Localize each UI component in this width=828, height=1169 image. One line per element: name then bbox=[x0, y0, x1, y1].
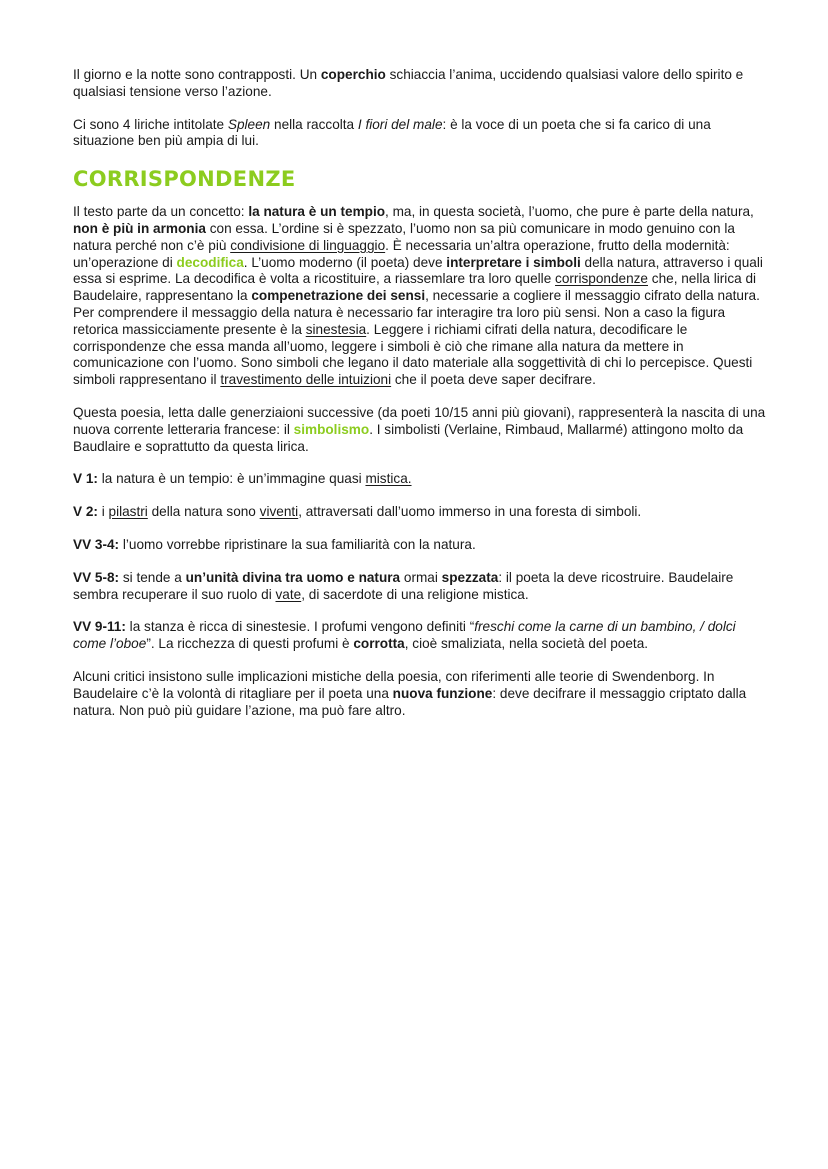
verse-note-vv9-11 bbox=[73, 619, 768, 653]
text-run: . Leggere i richiami cifrati della natura, decodificare le corrispondenze che essa manda all’uomo, leggere i simboli è ciò che rimane alla natura da mettere in comunicazione con l’uomo. Sono simboli che legano il dato materiale alla soggettività di chi lo percepisce. Questi simboli rappresentano il bbox=[73, 321, 753, 388]
body-paragraph-symbolism bbox=[73, 405, 768, 455]
underlined-text: viventi bbox=[259, 504, 299, 520]
text-run: , necessarie a cogliere il messaggio cifrato della natura. Per comprendere il messaggio della natura è necessario far interagire tra loro più sensi. Non a caso la figura retorica massicciamente presente è la bbox=[73, 288, 760, 337]
text-run: : il poeta la deve ricostruire. Baudelaire sembra recuperare il suo ruolo di bbox=[73, 569, 734, 602]
text-run: la stanza è ricca di sinestesie. I profumi vengono definiti “ bbox=[125, 619, 475, 635]
underlined-text: sinestesia bbox=[305, 321, 367, 337]
text-run: della natura, attraverso i quali essa si esprime. La decodifica è volta a ricostituire, a riassemlare tra loro quelle bbox=[73, 254, 763, 287]
text-run: Questa poesia, letta dalle generziaioni successive (da poeti 10/15 anni più giovani), rappresenterà la nascita di una nuova corrente letteraria francese: il bbox=[73, 404, 766, 437]
bold-text: V 2: bbox=[73, 504, 98, 520]
bold-text: nuova funzione bbox=[392, 685, 493, 701]
verse-note-v1 bbox=[73, 471, 768, 488]
verse-note-vv5-8 bbox=[73, 570, 768, 604]
bold-text: spezzata bbox=[441, 569, 499, 585]
text-run: : è la voce di un poeta che si fa carico di una situazione ben più ampia di lui. bbox=[73, 116, 711, 149]
highlighted-term: simbolismo bbox=[293, 421, 370, 437]
underlined-text: travestimento delle intuizioni bbox=[220, 372, 392, 388]
underlined-text: corrispondenze bbox=[555, 271, 648, 287]
text-run: ormai bbox=[400, 569, 442, 585]
text-run: Ci sono 4 liriche intitolate bbox=[73, 116, 228, 132]
text-run: i bbox=[97, 504, 109, 520]
verse-note-vv3-4 bbox=[73, 537, 768, 554]
text-run: , attraversati dall’uomo immerso in una foresta di simboli. bbox=[298, 504, 642, 520]
bold-text: non è più in armonia bbox=[73, 220, 206, 236]
underlined-text: condivisione di linguaggio bbox=[230, 237, 386, 253]
text-run: che, nella lirica di Baudelaire, rappresentano la bbox=[73, 271, 757, 304]
text-run: l’uomo vorrebbe ripristinare la sua familiarità con la natura. bbox=[119, 536, 476, 552]
text-run: , ma, in questa società, l’uomo, che pure è parte della natura, bbox=[385, 204, 754, 220]
bold-text: V 1: bbox=[73, 471, 98, 487]
body-paragraph-concept bbox=[73, 204, 768, 389]
intro-paragraph-2 bbox=[73, 117, 768, 151]
bold-text: coperchio bbox=[320, 67, 386, 82]
bold-text: VV 9-11: bbox=[73, 619, 126, 635]
italic-text: Spleen bbox=[227, 116, 271, 132]
bold-text: corrotta bbox=[353, 636, 405, 652]
intro-block bbox=[73, 67, 768, 150]
intro-paragraph-1 bbox=[73, 67, 768, 101]
underlined-text: pilastri bbox=[108, 504, 148, 520]
bold-text: interpretare i simboli bbox=[446, 254, 581, 270]
text-run: . L’uomo moderno (il poeta) deve bbox=[243, 254, 447, 270]
text-run: nella raccolta bbox=[270, 116, 358, 132]
italic-text: freschi come la carne di un bambino, / dolci come l’oboe bbox=[73, 619, 736, 652]
bold-text: un’unità divina tra uomo e natura bbox=[185, 569, 401, 585]
text-run: , di sacerdote di una religione mistica. bbox=[301, 586, 529, 602]
text-run: che il poeta deve saper decifrare. bbox=[391, 372, 596, 388]
underlined-text: mistica. bbox=[365, 471, 412, 487]
text-run: della natura sono bbox=[147, 504, 260, 520]
text-run: schiaccia l’anima, uccidendo qualsiasi valore dello spirito e qualsiasi tensione verso l’azione. bbox=[73, 67, 744, 99]
text-run: la natura è un tempio: è un’immagine quasi bbox=[97, 471, 366, 487]
text-run: Il testo parte da un concetto: bbox=[73, 204, 249, 220]
body-paragraph-critics bbox=[73, 669, 768, 719]
italic-text: I fiori del male bbox=[357, 116, 443, 132]
text-run: . I simbolisti (Verlaine, Rimbaud, Mallarmé) attingono molto da Baudlaire e soprattutto da questa lirica. bbox=[73, 421, 744, 454]
text-run: , cioè smaliziata, nella società del poeta. bbox=[404, 636, 649, 652]
section-body bbox=[73, 204, 768, 719]
text-run: ”. La ricchezza di questi profumi è bbox=[146, 636, 354, 652]
section-heading: CORRISPONDENZE bbox=[73, 167, 296, 192]
text-run: Il giorno e la notte sono contrapposti. Un bbox=[73, 67, 321, 82]
text-run: Alcuni critici insistono sulle implicazioni mistiche della poesia, con riferimenti alle teorie di Swendenborg. In Baudelaire c’è la volontà di ritagliare per il poeta una bbox=[73, 668, 715, 701]
highlighted-term: decodifica bbox=[176, 254, 244, 270]
verse-note-v2 bbox=[73, 504, 768, 521]
bold-text: VV 3-4: bbox=[73, 536, 120, 552]
text-run: si tende a bbox=[119, 569, 186, 585]
bold-text: compenetrazione dei sensi bbox=[251, 288, 426, 304]
bold-text: la natura è un tempio bbox=[248, 204, 386, 220]
bold-text: VV 5-8: bbox=[73, 569, 120, 585]
text-run: : deve decifrare il messaggio criptato dalla natura. Non può più guidare l’azione, ma può fare altro. bbox=[73, 685, 747, 718]
underlined-text: vate bbox=[275, 586, 302, 602]
text-run: con essa. L’ordine si è spezzato, l’uomo non sa più comunicare in modo genuino con la natura perché non c’è più bbox=[73, 220, 735, 253]
text-run: . È necessaria un’altra operazione, frutto della modernità: un’operazione di bbox=[73, 237, 730, 270]
